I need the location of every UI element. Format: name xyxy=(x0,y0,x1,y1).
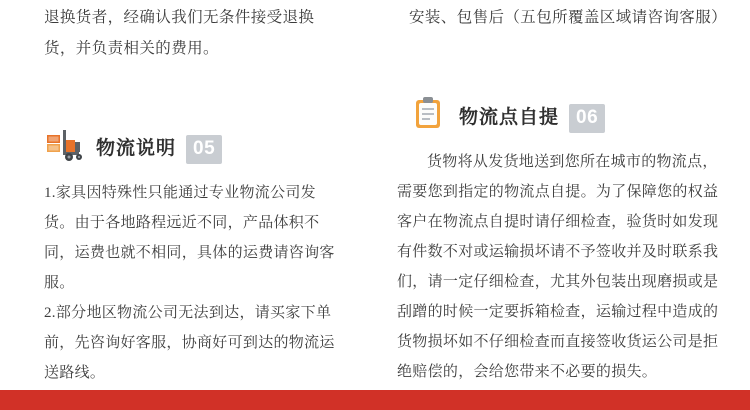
logistics-paragraph-1: 1.家具因特殊性只能通过专业物流公司发货。由于各地路程远近不同，产品体积不同，运费也就不相同，具体的运费请咨询客服。 xyxy=(44,185,335,291)
right-column xyxy=(375,0,750,410)
pickup-section-body xyxy=(397,147,722,387)
logistics-section-heading xyxy=(44,120,345,164)
left-carryover-text: 退换货者，经确认我们无条件接受退换货，并负责相关的费用。 xyxy=(44,9,315,57)
logistics-section-title: 物流说明 xyxy=(96,138,177,159)
logistics-section-body xyxy=(44,178,345,388)
right-carryover-text: 安装、包售后（五包所覆盖区域请咨询客服） xyxy=(409,9,728,26)
bottom-accent-bar xyxy=(0,390,750,410)
pickup-section-heading xyxy=(397,89,722,133)
logistics-section-number: 05 xyxy=(186,135,222,164)
forklift-icon xyxy=(44,122,86,164)
pickup-paragraph-1: 货物将从发货地送到您所在城市的物流点，需要您到指定的物流点自提。为了保障您的权益客户在物流点自提时请仔细检查，验货时如发现有件数不对或运输损坏请不予签收并及时联系我们，请一定仔细检查，尤其外包装出现磨损或是刮蹭的时候一定要拆箱检查，运输过程中造成的货物损坏如不仔细检查而直接签收货运公司是拒绝赔偿的，会给您带来不必要的损失。 xyxy=(397,154,719,380)
pickup-section-number: 06 xyxy=(569,104,605,133)
logistics-paragraph-2: 2.部分地区物流公司无法到达，请买家下单前，先咨询好客服，协商好可到达的物流运送路线。 xyxy=(44,305,335,381)
clipboard-icon xyxy=(407,91,449,133)
pickup-section-title: 物流点自提 xyxy=(459,107,560,128)
